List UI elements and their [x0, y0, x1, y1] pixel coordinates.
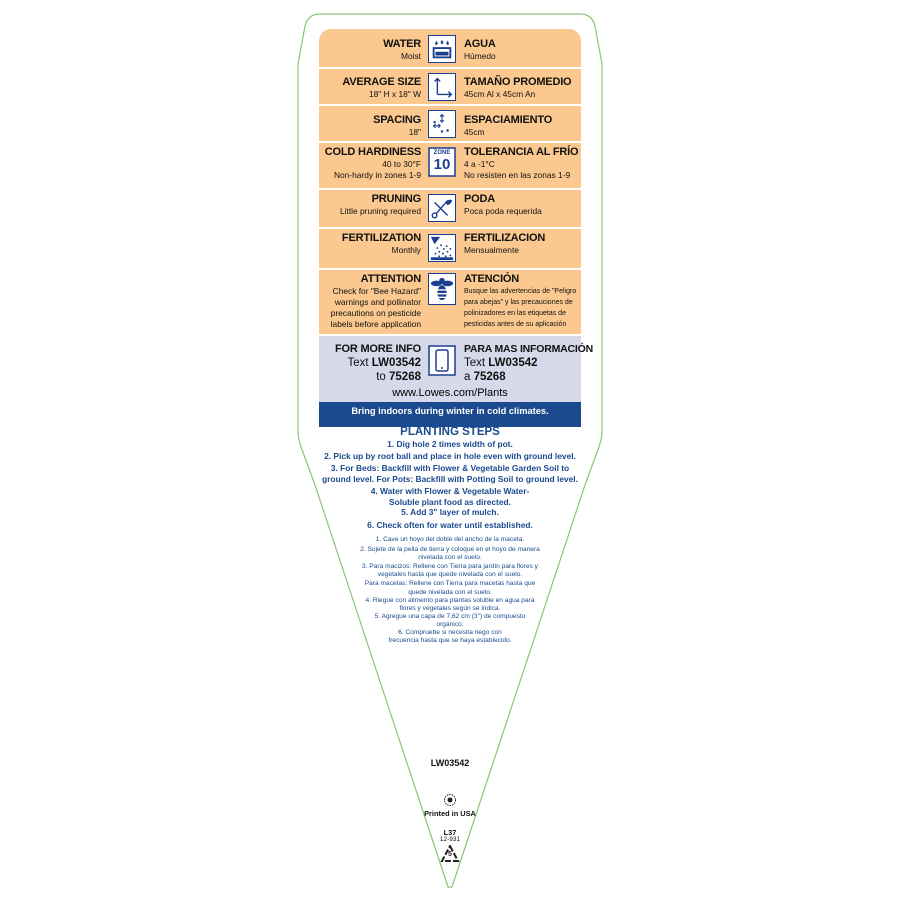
zone-word: ZONE	[433, 150, 451, 156]
planting-step-1: 1. Dig hole 2 times width of pot.	[387, 439, 513, 449]
more-info-title: FOR MORE INFO	[334, 343, 421, 355]
water-icon	[428, 35, 456, 63]
plastic-code: L37	[443, 828, 457, 837]
spacing-value-es: 45cm	[464, 127, 485, 137]
planting-step-es-3: 3. Para macizos: Rellene con Tierra para jardín para flores y vegetales hasta que quede nivelada con el suelo.	[362, 563, 538, 579]
row-water	[319, 29, 581, 69]
row-fertilization	[319, 229, 581, 270]
attention-line-1: Check for "Bee Hazard"	[332, 286, 421, 296]
water-label: WATER	[383, 38, 421, 50]
row-attention	[319, 270, 581, 336]
planting-steps-title: PLANTING STEPS	[400, 426, 500, 438]
average-size-value-es: 45cm Al x 45cm An	[464, 89, 536, 99]
spacing-label-es: ESPACIAMIENTO	[464, 114, 553, 126]
attention-es-line-4: pesticidas antes de su aplicación	[464, 321, 567, 328]
cold-hardiness-label-es: TOLERANCIA AL FRÍO	[464, 146, 579, 158]
more-info-code: LW03542	[371, 357, 421, 369]
pruning-label: PRUNING	[371, 193, 421, 205]
size-arrows-icon	[428, 73, 456, 101]
recycle-icon	[440, 845, 460, 863]
attention-es-line-2: para abejas" y las precauciones de	[464, 299, 573, 306]
attention-line-3: precautions on pesticide	[330, 308, 421, 318]
planting-steps	[300, 426, 600, 645]
water-value: Moist	[400, 51, 421, 61]
more-info-text-prefix-es: Text	[464, 357, 486, 369]
attention-label: ATTENTION	[360, 273, 421, 285]
average-size-label: AVERAGE SIZE	[342, 76, 421, 88]
spacing-icon	[428, 110, 456, 138]
fertilization-label-es: FERTILIZACION	[464, 232, 546, 244]
planting-step-es-5: 5. Agregue una capa de 7,62 cm (3") de compuesto orgánico.	[374, 612, 526, 628]
more-info-text-prefix: Text	[347, 357, 369, 369]
more-info-to-es: a	[464, 371, 471, 383]
fertilizer-icon	[428, 234, 456, 262]
lot-number: 12-931	[439, 836, 461, 843]
row-average-size	[319, 69, 581, 106]
cold-hardiness-note-es: No resisten en las zonas 1-9	[464, 170, 571, 180]
planting-step-2: 2. Pick up by root ball and place in hole even with ground level.	[324, 451, 576, 462]
planting-step-4: 4. Water with Flower & Vegetable Water-Soluble plant food as directed.	[370, 486, 530, 507]
planting-step-es-4: 4. Riegue con alimento para plantas soluble en agua para flores y vegetales según se indica.	[365, 596, 535, 612]
attention-line-2: warnings and pollinator	[334, 297, 421, 307]
attention-line-4: labels before application	[330, 319, 421, 329]
spacing-value: 18"	[408, 127, 421, 137]
zone-icon	[428, 147, 456, 177]
indoor-banner: Bring indoors during winter in cold climates.	[319, 402, 581, 427]
more-info-title-es: PARA MAS INFORMACIÓN	[464, 343, 593, 355]
attention-label-es: ATENCIÓN	[464, 273, 520, 285]
fertilization-value: Monthly	[391, 245, 421, 255]
more-info-box	[319, 336, 593, 402]
pruning-value-es: Poca poda requerida	[464, 206, 542, 216]
attention-es-line-3: polinizadores en las etiquetas de	[464, 310, 566, 317]
average-size-value: 18" H x 18" W	[368, 89, 421, 99]
row-cold-hardiness	[319, 143, 581, 190]
more-info-code-es: LW03542	[488, 357, 538, 369]
sunflower-icon	[444, 794, 456, 806]
more-info-number-es: 75268	[473, 371, 506, 383]
planting-step-3: 3. For Beds: Backfill with Flower & Vegetable Garden Soil to ground level. For Pots: Backfill with Potting Soil to ground level.	[322, 463, 578, 484]
more-info-number: 75268	[389, 371, 421, 383]
average-size-label-es: TAMAÑO PROMEDIO	[464, 76, 572, 88]
planting-step-es-2: 2. Sujete de la pella de tierra y coloque en el hoyo de manera nivelada con el suelo.	[360, 545, 540, 561]
spacing-label: SPACING	[373, 114, 421, 126]
water-label-es: AGUA	[464, 38, 496, 50]
row-pruning	[319, 190, 581, 229]
recycle-number: 5	[448, 851, 452, 858]
planting-step-es-6: 6. Compruebe si necesita riego con frecuencia hasta que se haya establecido.	[388, 629, 512, 645]
fertilization-label: FERTILIZATION	[341, 232, 421, 244]
cold-hardiness-value-es: 4 a -1°C	[464, 159, 495, 169]
attention-es-line-1: Busque las advertencias de "Peligro	[464, 288, 577, 295]
sku-code: LW03542	[430, 758, 470, 768]
cold-hardiness-note: Non-hardy in zones 1-9	[333, 170, 421, 180]
pruning-shears-icon	[428, 194, 456, 222]
row-spacing	[319, 106, 581, 143]
pruning-value: Little pruning required	[339, 206, 421, 216]
website-link[interactable]: www.Lowes.com/Plants	[392, 387, 508, 399]
zone-number: 10	[433, 156, 451, 173]
smartphone-icon	[428, 345, 456, 376]
planting-step-6: 6. Check often for water until established.	[367, 519, 533, 530]
printed-in-usa: Printed in USA	[424, 809, 476, 818]
cold-hardiness-label: COLD HARDINESS	[324, 146, 421, 158]
planting-step-es-1: 1. Cave un hoyo del doble del ancho de la maceta.	[375, 536, 525, 544]
pruning-label-es: PODA	[464, 193, 495, 205]
bee-icon	[428, 273, 456, 305]
more-info-to: to	[376, 371, 386, 383]
care-info-panel	[319, 29, 593, 427]
cold-hardiness-value: 40 to 30°F	[382, 159, 421, 169]
planting-step-5: 5. Add 3" layer of mulch.	[401, 507, 499, 518]
water-value-es: Húmedo	[464, 51, 496, 61]
planting-step-es-3b: Para macetas: Rellene con Tierra para macetas hasta que quede nivelada con el suelo.	[364, 580, 536, 596]
fertilization-value-es: Mensualmente	[464, 245, 519, 255]
